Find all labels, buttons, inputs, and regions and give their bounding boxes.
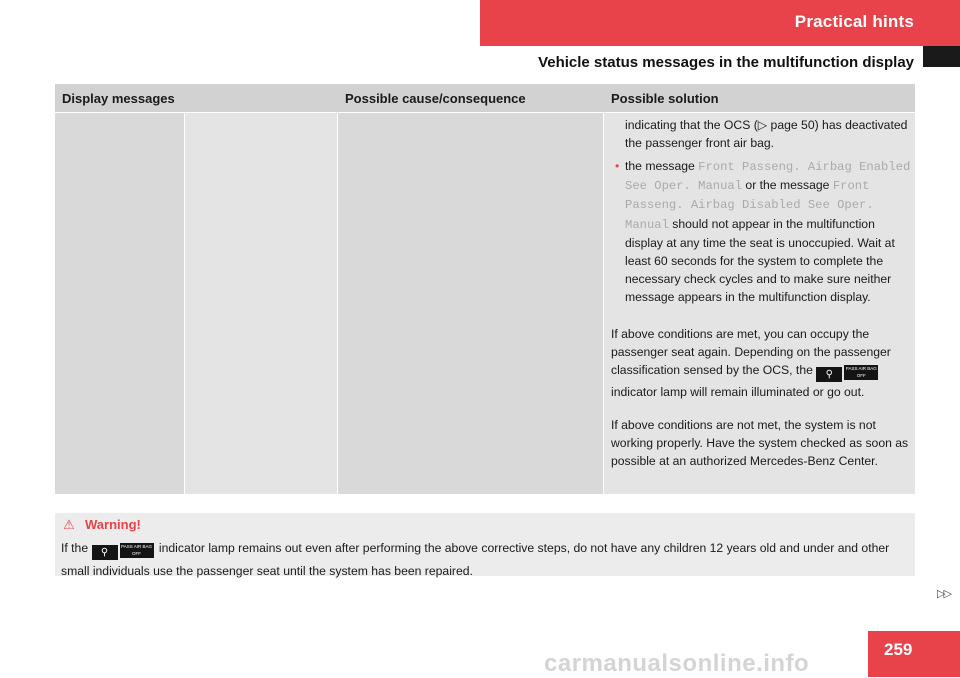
cell-display-message (55, 113, 184, 494)
warning-heading: ⚠ Warning! (61, 515, 141, 535)
column-display-messages: Display messages (62, 91, 175, 106)
cell-possible-cause (338, 113, 603, 494)
watermark: carmanualsonline.info (544, 650, 810, 677)
airbag-indicator-icon (816, 364, 880, 382)
airbag-indicator-icon-warning (92, 541, 156, 561)
page-subtitle: Vehicle status messages in the multifunction display (538, 54, 914, 71)
column-possible-cause: Possible cause/consequence (345, 91, 526, 106)
solution-bullet-text: the message Front Passeng. Airbag Enabled See Oper. Manual or the message Front Passeng. Airbag Disabled See Oper. Manual should not appear in the multifunction display at any time the seat is unoccupied. Wait at least 60 seconds for the system to complete the necessary check cycles and to make sure neither message appears in the multifunction display. (625, 159, 911, 305)
section-title: Practical hints (794, 12, 914, 31)
page-number-box (868, 631, 960, 677)
passenger-airbag-icon: ⚲ (92, 545, 118, 560)
warning-box (55, 513, 915, 576)
solution-paragraph-3: If above conditions are not met, the system is not working properly. Have the system checked as soon as possible at an authorized Mercedes-Benz Center. (611, 418, 909, 469)
page-number: 259 (884, 640, 913, 659)
cell-possible-solution (604, 113, 915, 494)
bullet-marker: • (615, 159, 620, 173)
solution-paragraph-2: If above conditions are met, you can occupy the passenger seat again. Depending on the passenger classification sensed by the OCS, the ⚲PASS AIR BAG OFF indicator lamp will remain illuminated or go out. (611, 327, 891, 399)
pass-airbag-off-icon: PASS AIR BAG OFF (845, 366, 877, 379)
display-message-disabled: Front Passeng. Airbag Disabled See Oper. Manual (625, 179, 874, 232)
passenger-airbag-icon: ⚲ (816, 367, 842, 382)
solution-paragraph-1: indicating that the OCS (▷ page 50) has deactivated the passenger front air bag. (625, 118, 908, 151)
pass-airbag-off-icon: PASS AIR BAG OFF (121, 544, 152, 556)
continued-arrow-icon: ▷▷ (937, 588, 950, 600)
cell-display-message-detail (185, 113, 337, 494)
header-tab-marker (923, 46, 960, 67)
display-message-enabled: Front Passeng. Airbag Enabled See Oper. Manual (625, 160, 911, 194)
warning-text: If the ⚲PASS AIR BAG OFF indicator lamp remains out even after performing the above corrective steps, do not have any children 12 years old and under and other small individuals use the passenger seat until the system has been repaired. (61, 541, 890, 578)
table-header (55, 84, 915, 112)
warning-triangle-icon: ⚠ (63, 517, 75, 532)
column-possible-solution: Possible solution (611, 91, 719, 106)
